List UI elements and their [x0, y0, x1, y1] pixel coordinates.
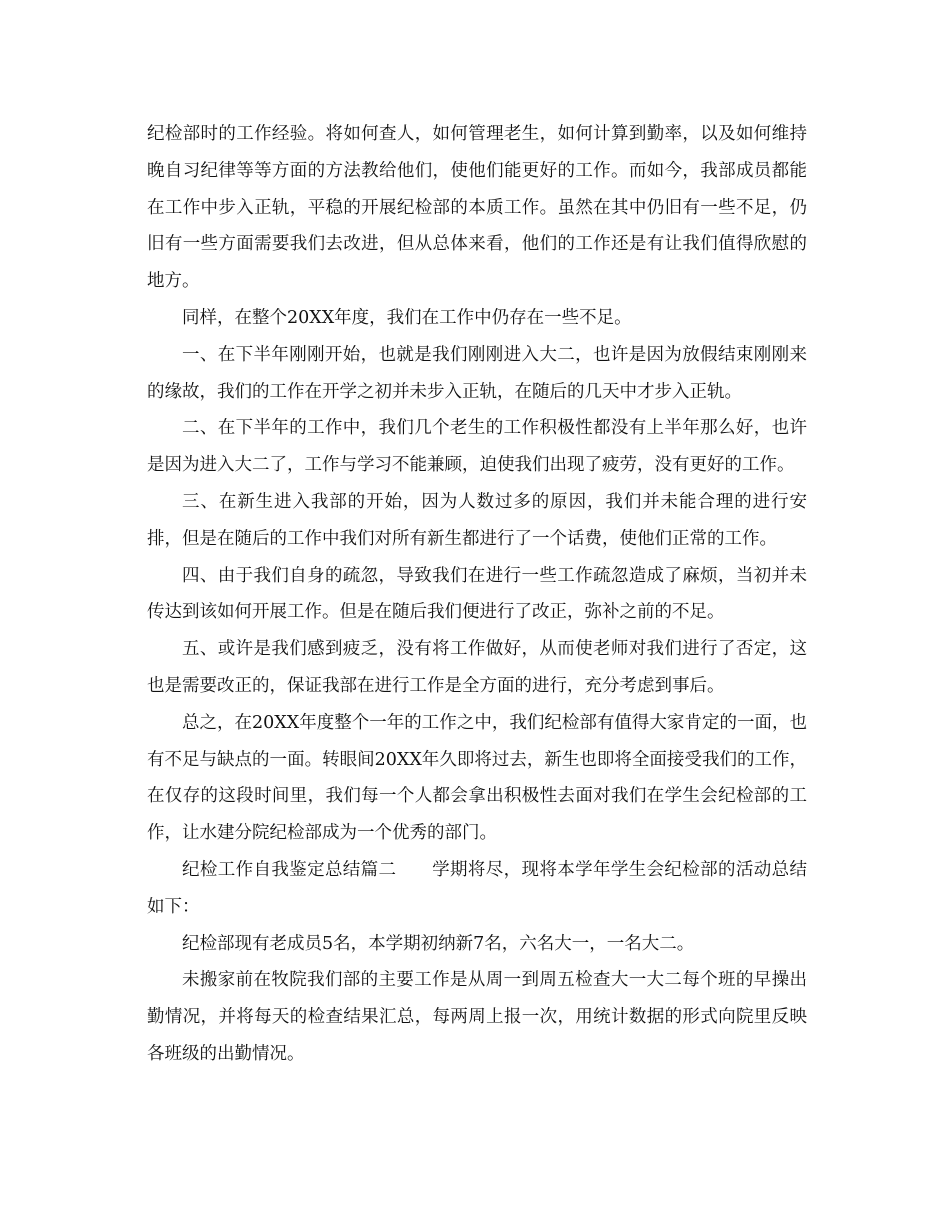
paragraph-members: 纪检部现有老成员5名，本学期初纳新7名，六名大一，一名大二。	[182, 933, 695, 954]
paragraph-point-2: 二、在下半年的工作中，我们几个老生的工作积极性都没有上半年那么好，也许是因为进入大二了，工作与学习不能兼顾，迫使我们出现了疲劳，没有更好的工作。	[147, 418, 807, 476]
paragraph-conclusion: 总之，在20XX年度整个一年的工作之中，我们纪检部有值得大家肯定的一面，也有不足与缺点的一面。转眼间20XX年久即将过去，新生也即将全面接受我们的工作，在仅存的这段时间里，我们每一个人都会拿出积极性去面对我们在学生会纪检部的工作，让水建分院纪检部成为一个优秀的部门。	[147, 712, 807, 844]
paragraph-point-5: 五、或许是我们感到疲乏，没有将工作做好，从而使老师对我们进行了否定，这也是需要改正的，保证我部在进行工作是全方面的进行，充分考虑到事后。	[147, 639, 807, 696]
paragraph-main-work: 未搬家前在牧院我们部的主要工作是从周一到周五检查大一大二每个班的早操出勤情况，并将每天的检查结果汇总，每两周上报一次，用统计数据的形式向院里反映各班级的出勤情况。	[147, 970, 807, 1064]
paragraph-section-two-heading: 纪检工作自我鉴定总结篇二 学期将尽，现将本学年学生会纪检部的活动总结如下：	[147, 859, 807, 917]
paragraph-summary-intro: 同样，在整个20XX年度，我们在工作中仍存在一些不足。	[182, 307, 632, 328]
paragraph-point-1: 一、在下半年刚刚开始，也就是我们刚刚进入大二，也许是因为放假结束刚刚来的缘故，我们的工作在开学之初并未步入正轨，在随后的几天中才步入正轨。	[147, 344, 807, 402]
paragraph-continuation: 纪检部时的工作经验。将如何查人，如何管理老生，如何计算到勤率，以及如何维持晚自习纪律等等方面的方法教给他们，使他们能更好的工作。而如今，我部成员都能在工作中步入正轨，平稳的开展纪检部的本质工作。虽然在其中仍旧有一些不足，仍旧有一些方面需要我们去改进，但从总体来看，他们的工作还是有让我们值得欣慰的地方。	[147, 124, 807, 292]
document-body	[147, 116, 807, 1073]
paragraph-point-4: 四、由于我们自身的疏忽，导致我们在进行一些工作疏忽造成了麻烦，当初并未传达到该如何开展工作。但是在随后我们便进行了改正，弥补之前的不足。	[147, 565, 807, 623]
paragraph-point-3: 三、在新生进入我部的开始，因为人数过多的原因，我们并未能合理的进行安排，但是在随后的工作中我们对所有新生都进行了一个话费，使他们正常的工作。	[147, 491, 807, 549]
